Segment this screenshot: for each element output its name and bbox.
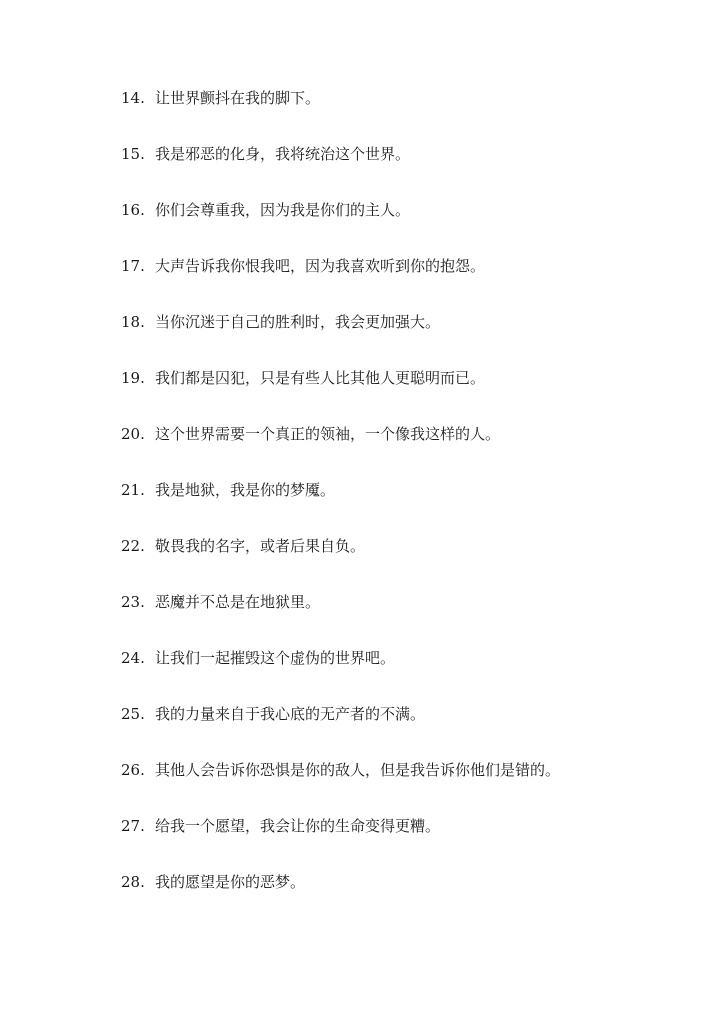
item-text: 其他人会告诉你恐惧是你的敌人，但是我告诉你他们是错的。 [155, 761, 561, 779]
item-number: 20. [121, 425, 145, 443]
list-item [121, 756, 560, 812]
list-item [121, 868, 560, 924]
item-text: 这个世界需要一个真正的领袖，一个像我这样的人。 [155, 425, 501, 443]
item-text: 你们会尊重我，因为我是你们的主人。 [155, 201, 411, 219]
item-text: 敬畏我的名字，或者后果自负。 [155, 537, 366, 555]
item-number: 23. [121, 593, 145, 611]
item-text: 当你沉迷于自己的胜利时，我会更加强大。 [155, 313, 441, 331]
list-item [121, 532, 560, 588]
item-text: 我们都是囚犯，只是有些人比其他人更聪明而已。 [155, 369, 486, 387]
item-number: 16. [121, 201, 145, 219]
item-text: 让世界颤抖在我的脚下。 [155, 89, 321, 107]
item-number: 26. [121, 761, 145, 779]
list-item [121, 420, 560, 476]
list-item [121, 252, 560, 308]
list-item [121, 140, 560, 196]
item-text: 恶魔并不总是在地狱里。 [155, 593, 321, 611]
item-number: 28. [121, 873, 145, 891]
item-text: 我是邪恶的化身，我将统治这个世界。 [155, 145, 411, 163]
list-item [121, 308, 560, 364]
item-number: 22. [121, 537, 145, 555]
list-item [121, 364, 560, 420]
list-item [121, 812, 560, 868]
list-item [121, 196, 560, 252]
item-number: 17. [121, 257, 145, 275]
item-number: 24. [121, 649, 145, 667]
item-number: 27. [121, 817, 145, 835]
item-text: 我的力量来自于我心底的无产者的不满。 [155, 705, 426, 723]
list-item [121, 588, 560, 644]
item-text: 大声告诉我你恨我吧，因为我喜欢听到你的抱怨。 [155, 257, 486, 275]
list-item [121, 84, 560, 140]
item-number: 25. [121, 705, 145, 723]
item-text: 我是地狱，我是你的梦魇。 [155, 481, 336, 499]
item-text: 我的愿望是你的恶梦。 [155, 873, 306, 891]
item-text: 给我一个愿望，我会让你的生命变得更糟。 [155, 817, 441, 835]
list-item [121, 644, 560, 700]
list-item [121, 476, 560, 532]
item-number: 18. [121, 313, 145, 331]
item-number: 21. [121, 481, 145, 499]
item-text: 让我们一起摧毁这个虚伪的世界吧。 [155, 649, 396, 667]
list-item [121, 700, 560, 756]
quote-list [121, 84, 560, 924]
item-number: 15. [121, 145, 145, 163]
item-number: 19. [121, 369, 145, 387]
item-number: 14. [121, 89, 145, 107]
